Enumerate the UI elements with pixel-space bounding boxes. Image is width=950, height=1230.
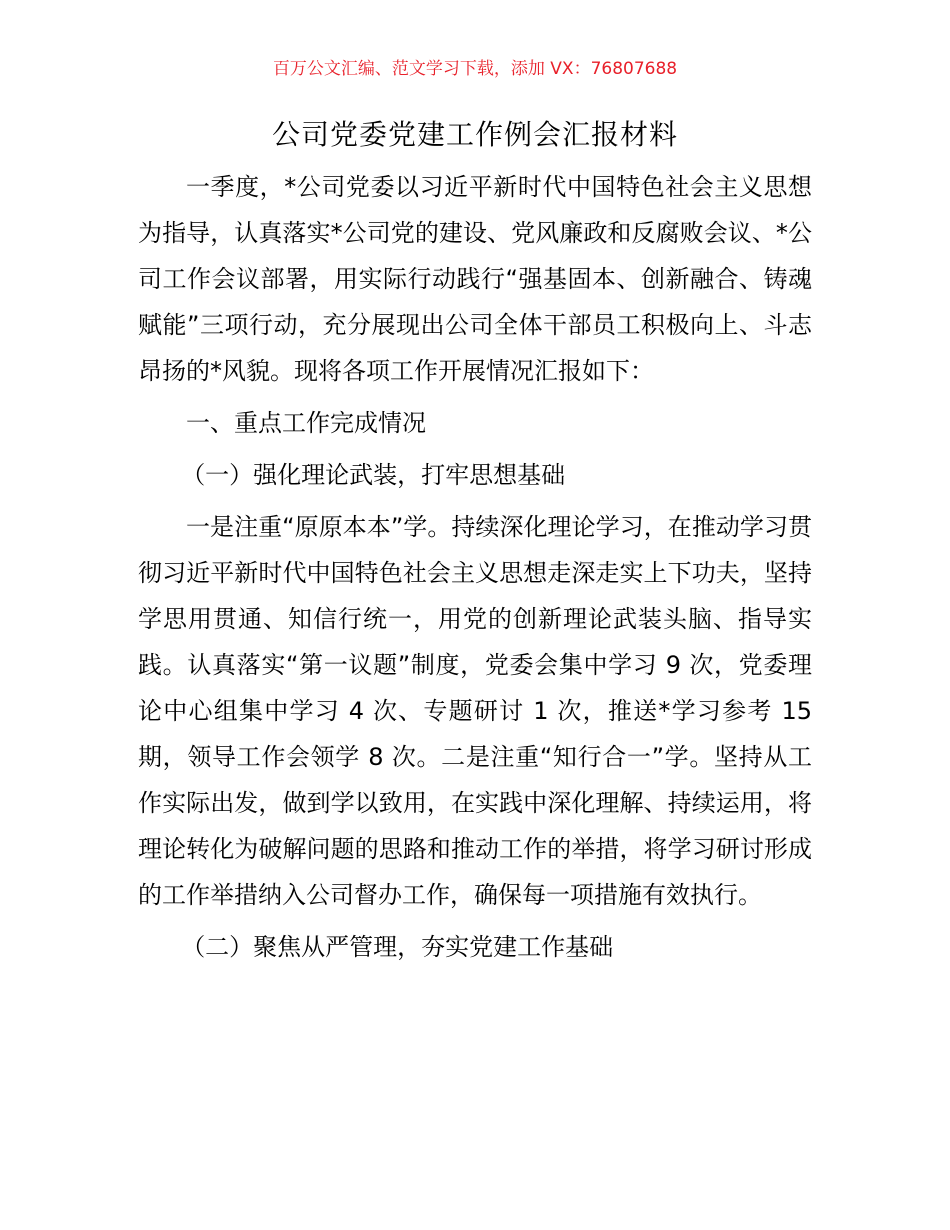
subsection-heading-2: （二）聚焦从严管理，夯实党建工作基础: [181, 933, 614, 961]
section-heading-1: 一、重点工作完成情况: [186, 409, 426, 437]
document-title: 公司党委党建工作例会汇报材料: [271, 118, 678, 151]
subsection-1-paragraph: 一是注重“原原本本”学。持续深化理论学习，在推动学习贯彻习近平新时代中国特色社会主义思想走深走实上下功夫，坚持学思用贯通、知信行统一，用党的创新理论武装头脑、指导实践。认真落实“第一议题”制度，党委会集中学习 9 次，党委理论中心组集中学习 4 次、专题研讨 1 次，推送*学习参考 15 期，领导工作会领学 8 次。二是注重“知行合一”学。坚持从工作实际出发，做到学以致用，在实践中深化理解、持续运用，将理论转化为破解问题的思路和推动工作的举措，将学习研讨形成的工作举措纳入公司督办工作，确保每一项措施有效执行。: [138, 513, 812, 909]
watermark-banner: 百万公文汇编、范文学习下载，添加 VX：76807688: [272, 59, 678, 79]
subsection-heading-1: （一）强化理论武装，打牢思想基础: [181, 461, 566, 489]
intro-paragraph: 一季度，*公司党委以习近平新时代中国特色社会主义思想为指导，认真落实*公司党的建设、党风廉政和反腐败会议、*公司工作会议部署，用实际行动践行“强基固本、创新融合、铸魂赋能”三项行动，充分展现出公司全体干部员工积极向上、斗志昂扬的*风貌。现将各项工作开展情况汇报如下：: [138, 173, 812, 385]
document-body: [138, 164, 812, 970]
